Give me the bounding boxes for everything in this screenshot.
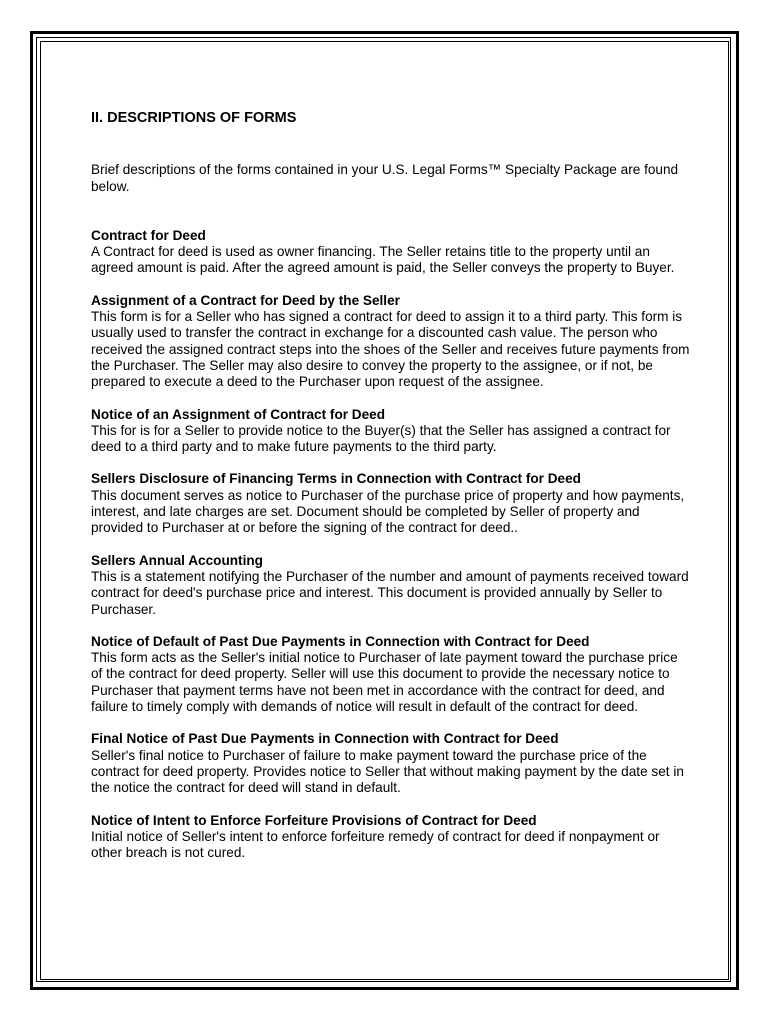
section-assignment-of-contract	[91, 293, 691, 391]
document-content	[91, 110, 691, 877]
intro-paragraph: Brief descriptions of the forms contained in your U.S. Legal Forms™ Specialty Package are found below.	[91, 162, 679, 194]
section-contract-for-deed	[91, 228, 691, 277]
page-title: II. DESCRIPTIONS OF FORMS	[91, 110, 297, 126]
section-body: A Contract for deed is used as owner financing. The Seller retains title to the property until an agreed amount is paid. After the agreed amount is paid, the Seller conveys the property to Buyer.	[91, 244, 675, 276]
section-title: Notice of Intent to Enforce Forfeiture Provisions of Contract for Deed	[91, 812, 537, 828]
section-sellers-annual-accounting	[91, 553, 691, 618]
section-body: This form is for a Seller who has signed a contract for deed to assign it to a third party. This form is usually used to transfer the contract in exchange for a discounted cash value. The person who received the assigned contract steps into the shoes of the Seller and receives future payments from the Purchaser. The Seller may also desire to convey the property to the assignee, or if not, be prepared to execute a deed to the Purchaser upon request of the assignee.	[91, 309, 690, 390]
section-title: Notice of an Assignment of Contract for Deed	[91, 406, 386, 422]
section-title: Contract for Deed	[91, 227, 206, 243]
section-title: Final Notice of Past Due Payments in Connection with Contract for Deed	[91, 731, 559, 747]
section-body: This form acts as the Seller's initial notice to Purchaser of late payment toward the purchase price of the contract for deed property. Seller will use this document to provide the necessary notice to Purchaser that payment terms have not been met in accordance with the contract for deed, and failure to timely comply with demands of notice will result in default of the contract for deed.	[91, 650, 678, 715]
section-body: This is a statement notifying the Purchaser of the number and amount of payments received toward contract for deed's purchase price and interest. This document is provided annually by Seller to Purchaser.	[91, 568, 689, 617]
section-final-notice	[91, 731, 691, 796]
section-body: This document serves as notice to Purchaser of the purchase price of property and how payments, interest, and late charges are set. Document should be completed by Seller of property and provided to Purchaser at or before the signing of the contract for deed..	[91, 487, 685, 536]
section-body: Initial notice of Seller's intent to enforce forfeiture remedy of contract for deed if nonpayment or other breach is not cured.	[91, 828, 660, 861]
section-title: Assignment of a Contract for Deed by the Seller	[91, 292, 400, 308]
section-notice-of-default	[91, 634, 691, 715]
section-title: Sellers Disclosure of Financing Terms in Connection with Contract for Deed	[91, 471, 581, 487]
section-title: Notice of Default of Past Due Payments in Connection with Contract for Deed	[91, 633, 590, 649]
section-title: Sellers Annual Accounting	[91, 552, 263, 568]
section-body: Seller's final notice to Purchaser of failure to make payment toward the purchase price of the contract for deed property. Provides notice to Seller that without making payment by the date set in the notice the contract for deed will stand in default.	[91, 747, 684, 796]
section-notice-of-assignment	[91, 407, 691, 456]
section-body: This for is for a Seller to provide notice to the Buyer(s) that the Seller has assigned a contract for deed to a third party and to make future payments to the third party.	[91, 422, 671, 455]
section-sellers-disclosure	[91, 471, 691, 536]
section-notice-of-intent	[91, 813, 691, 862]
